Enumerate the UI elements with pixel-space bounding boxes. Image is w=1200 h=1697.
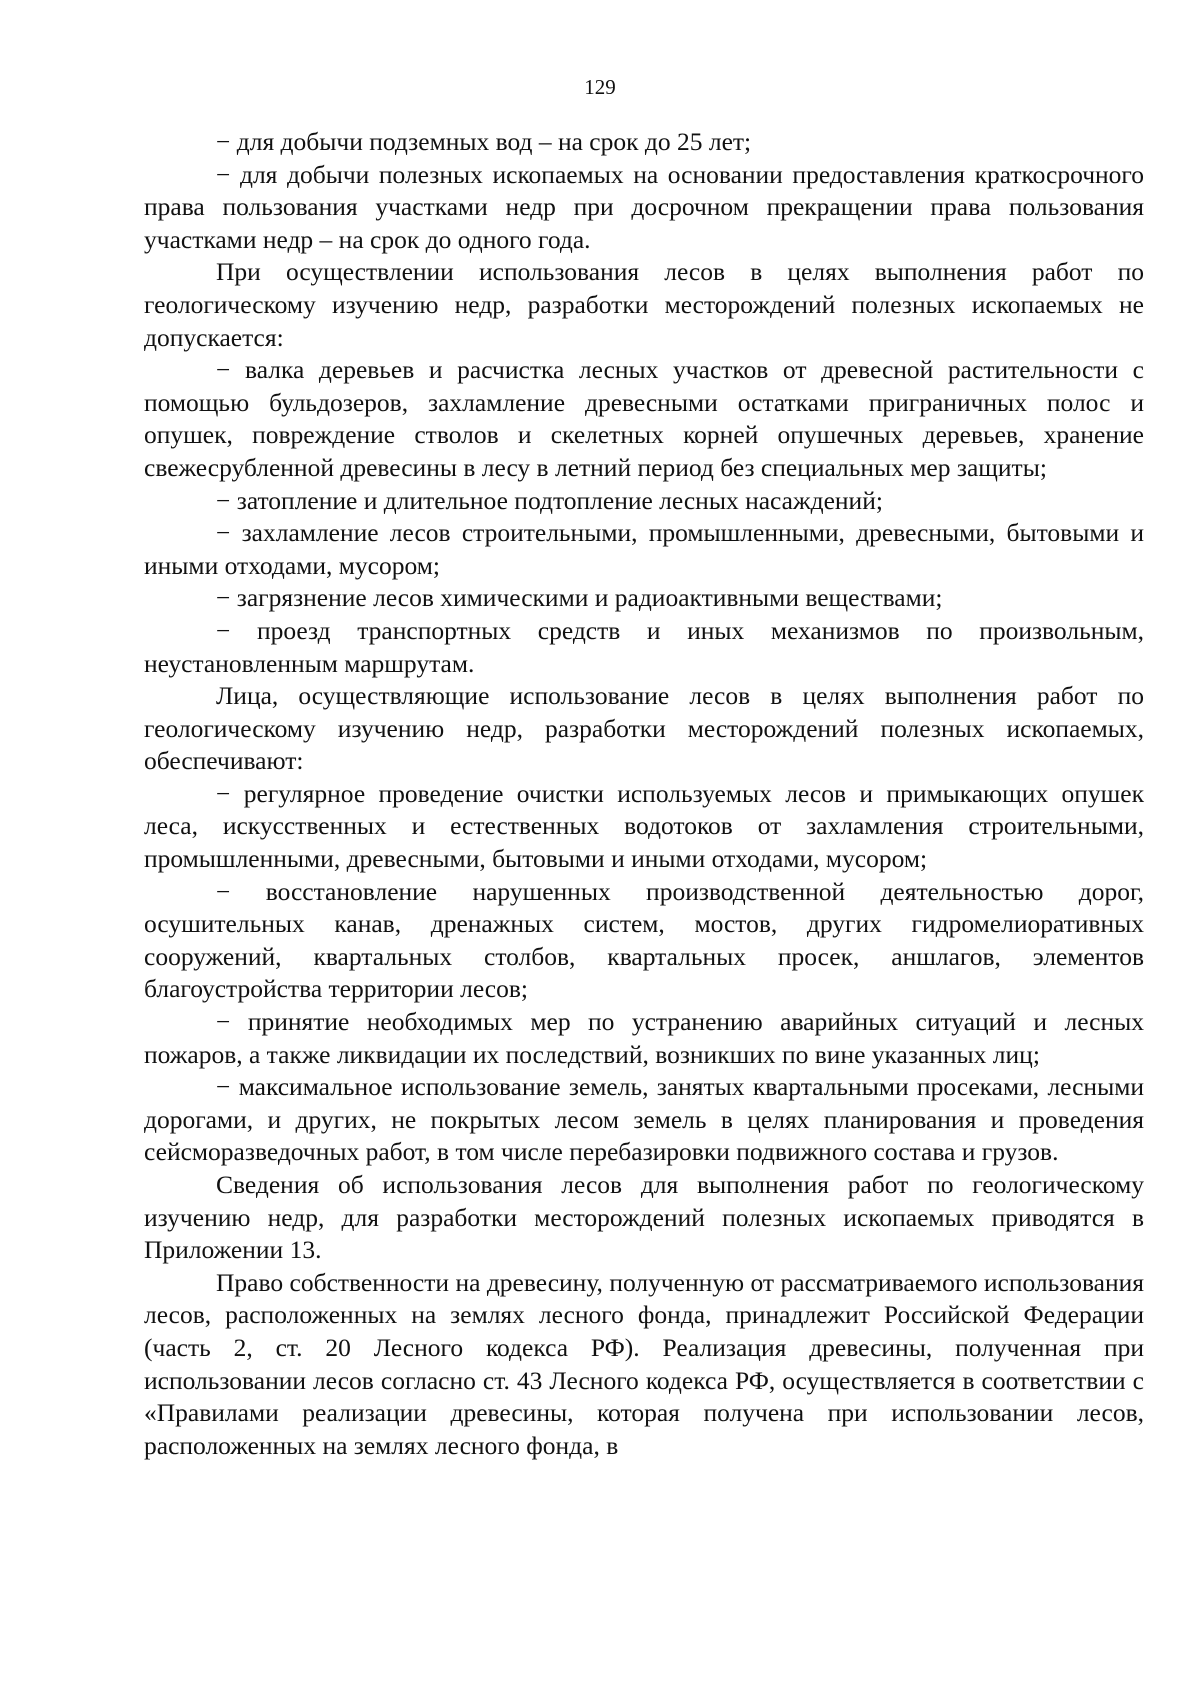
list-item-emergency-measures: − принятие необходимых мер по устранению аварийных ситуаций и лесных пожаров, а также ликвидации их последствий, возникших по вине указанных лиц; xyxy=(144,1007,1144,1069)
list-item-tree-felling: − валка деревьев и расчистка лесных участков от древесной растительности с помощью бульдозеров, захламление древесными остатками приграничных полос и опушек, повреждение стволов и скелетных корней опушечных деревьев, хранение свежесрубленной древесины в лесу в летний период без специальных мер защиты; xyxy=(144,355,1144,482)
document-body xyxy=(144,126,1144,1462)
list-item-vehicle-passage: − проезд транспортных средств и иных механизмов по произвольным, неустановленным маршрутам. xyxy=(144,615,1144,678)
list-item-littering: − захламление лесов строительными, промышленными, древесными, бытовыми и иными отходами, мусором; xyxy=(144,518,1144,580)
list-item-pollution: − загрязнение лесов химическими и радиоактивными веществами; xyxy=(216,583,943,613)
page-number: 129 xyxy=(584,75,616,99)
paragraph-obligations-intro: Лица, осуществляющие использование лесов в целях выполнения работ по геологическому изучению недр, разработки месторождений полезных ископаемых, обеспечивают: xyxy=(144,681,1144,776)
list-item-flooding: − затопление и длительное подтопление лесных насаждений; xyxy=(216,485,883,515)
list-item-restoration: − восстановление нарушенных производственной деятельностью дорог, осушительных канав, дренажных систем, мостов, других гидромелиоративных сооружений, квартальных столбов, квартальных просек, аншлагов, элементов благоустройства территории лесов; xyxy=(144,876,1144,1004)
list-item-land-use: − максимальное использование земель, занятых квартальными просеками, лесными дорогами, и других, не покрытых лесом земель в целях планирования и проведения сейсморазведочных работ, в том числе перебазировки подвижного состава и грузов. xyxy=(144,1072,1144,1167)
paragraph-timber-ownership: Право собственности на древесину, полученную от рассматриваемого использования лесов, расположенных на землях лесного фонда, принадлежит Российской Федерации (часть 2, ст. 20 Лесного кодекса РФ). Реализация древесины, полученная при использовании лесов согласно ст. 43 Лесного кодекса РФ, осуществляется в соответствии с «Правилами реализации древесины, которая получена при использовании лесов, расположенных на землях лесного фонда, в xyxy=(144,1267,1144,1460)
list-item-groundwater: − для добычи подземных вод – на срок до 25 лет; xyxy=(216,127,752,156)
list-item-mineral-extraction: − для добычи полезных ископаемых на основании предоставления краткосрочного права пользования участками недр при досрочном прекращении права пользования участками недр – на срок до одного года. xyxy=(144,159,1144,254)
paragraph-appendix-reference: Сведения об использования лесов для выполнения работ по геологическому изучению недр, для разработки месторождений полезных ископаемых приводятся в Приложении 13. xyxy=(144,1170,1144,1265)
paragraph-prohibitions-intro: При осуществлении использования лесов в целях выполнения работ по геологическому изучению недр, разработки месторождений полезных ископаемых не допускается: xyxy=(144,257,1144,352)
list-item-cleaning: − регулярное проведение очистки используемых лесов и примыкающих опушек леса, искусственных и естественных водотоков от захламления строительными, промышленными, древесными, бытовыми и иными отходами, мусором; xyxy=(144,778,1144,874)
